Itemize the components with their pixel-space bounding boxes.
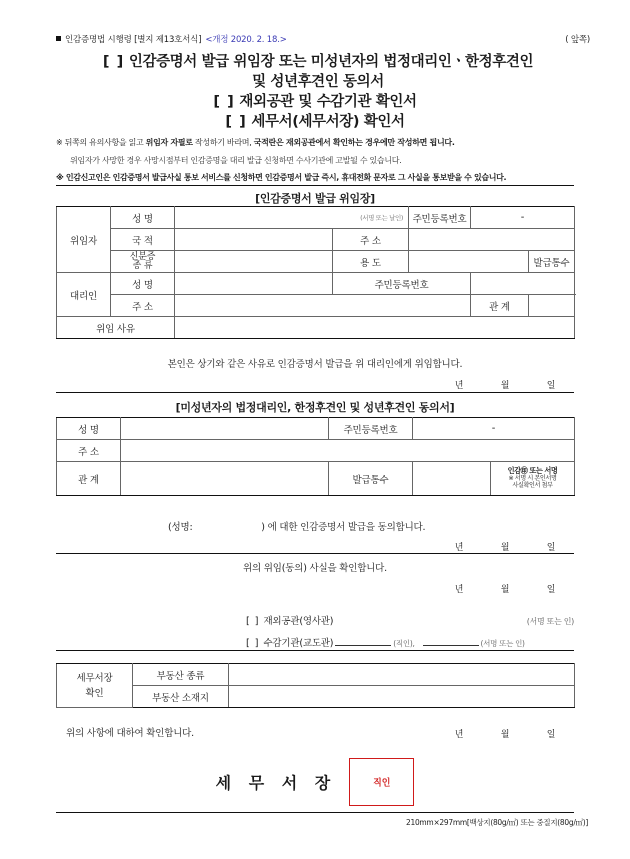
embassy-label: 재외공관(영사관) xyxy=(263,616,334,627)
grantor-name-value[interactable] xyxy=(175,207,409,229)
title-line-3 xyxy=(0,92,630,112)
grantor-idtype-label xyxy=(111,251,175,273)
consent-statement-prefix: (성명: xyxy=(168,522,193,533)
consent-date-line xyxy=(56,540,574,553)
table-row xyxy=(57,686,575,708)
consent-name-value[interactable] xyxy=(121,418,329,440)
delegation-date-month[interactable]: 월 xyxy=(500,381,510,391)
grantor-idtype-value[interactable] xyxy=(175,251,333,273)
delegation-date-day[interactable]: 일 xyxy=(546,381,556,391)
document-header-left xyxy=(56,33,287,45)
title-text-3: 재외공관 및 수감기관 확인서 xyxy=(239,94,417,110)
consent-date-year[interactable]: 년 xyxy=(454,543,464,553)
consent-rrn-value[interactable]: - xyxy=(413,418,575,440)
grantor-idtype-label-line1: 신분증 xyxy=(129,251,156,262)
purpose-label: 용 도 xyxy=(333,251,409,273)
official-seal-label: 직인 xyxy=(373,778,391,789)
tax-office-signature-area xyxy=(0,758,630,806)
tax-office-table xyxy=(56,663,575,708)
property-location-label: 부동산 소재지 xyxy=(133,686,229,708)
agent-rrn-value[interactable] xyxy=(471,273,575,295)
confirmation-date-line xyxy=(56,582,574,595)
notice-1-b: 위임자 자필로 xyxy=(145,138,193,147)
stamp-note-line-1: 인감㊞ 또는 서명 xyxy=(507,466,558,476)
tax-office-date-line xyxy=(56,727,574,740)
consent-rrn-label: 주민등록번호 xyxy=(329,418,413,440)
agent-address-label: 주 소 xyxy=(111,295,175,317)
agent-group-label: 대리인 xyxy=(57,273,111,317)
property-location-value[interactable] xyxy=(229,686,575,708)
prison-officer-blank-1[interactable] xyxy=(335,645,391,646)
stamp-note-line-3: 사실확인서 첨부 xyxy=(512,482,553,490)
agent-name-label: 성 명 xyxy=(111,273,175,295)
tax-office-date-day[interactable]: 일 xyxy=(546,730,556,740)
property-type-value[interactable] xyxy=(229,664,575,686)
grantor-idtype-label-line2: 종 류 xyxy=(132,260,153,271)
notice-line-2: 위임자가 사망한 경우 사망시점부터 인감증명을 대리 발급 신청하면 수사기관에 고발될 수 있습니다. xyxy=(70,156,402,165)
sign-hint-label: (서명 또는 날인) xyxy=(360,214,403,222)
consent-address-value[interactable] xyxy=(121,440,575,462)
grantor-rrn-label: 주민등록번호 xyxy=(409,207,471,229)
tax-office-statement: 위의 사항에 대하여 확인합니다. xyxy=(66,728,194,739)
title-checkbox-3[interactable]: [ ] xyxy=(213,94,235,110)
grantor-address-label: 주 소 xyxy=(333,229,409,251)
tax-office-date-year[interactable]: 년 xyxy=(454,730,464,740)
title-text-2: 및 성년후견인 동의서 xyxy=(252,74,384,90)
grantor-address-value[interactable] xyxy=(409,229,575,251)
table-row xyxy=(57,462,575,496)
form-title-block xyxy=(0,52,630,132)
copies-label: 발급통수 xyxy=(529,251,575,273)
stamp-note-line-2: ※ 서명 시 본인서명 xyxy=(508,474,557,482)
table-row xyxy=(57,273,575,295)
grantor-nationality-value[interactable] xyxy=(175,229,333,251)
confirmation-divider xyxy=(56,650,574,651)
embassy-checkbox[interactable]: [ ] xyxy=(246,616,260,627)
square-bullet-icon xyxy=(56,36,61,41)
tax-office-group-label xyxy=(57,664,133,708)
consent-statement-suffix: ) 에 대한 인감증명서 발급을 동의합니다. xyxy=(261,522,426,533)
grantor-name-label: 성 명 xyxy=(111,207,175,229)
stamp-note xyxy=(491,466,574,491)
section-1-divider xyxy=(56,392,574,393)
notice-line-1 xyxy=(56,137,590,148)
prison-official-seal-hint: (직인), xyxy=(393,639,415,648)
delegation-reason-value[interactable] xyxy=(175,317,575,339)
title-text-4: 세무서(세무서장) 확인서 xyxy=(251,114,405,130)
official-seal-stamp-box[interactable] xyxy=(349,758,414,806)
title-line-4 xyxy=(0,112,630,132)
consent-table xyxy=(56,417,575,496)
consent-name-label: 성 명 xyxy=(57,418,121,440)
grantor-nationality-label: 국 적 xyxy=(111,229,175,251)
prison-officer-blank-2[interactable] xyxy=(423,645,479,646)
prison-sign-hint: (서명 또는 인) xyxy=(480,639,525,648)
revision-note: <개정 2020. 2. 18.> xyxy=(205,35,287,45)
consent-copies-label: 발급통수 xyxy=(329,462,413,496)
tax-office-signature-name: 세 무 서 장 xyxy=(215,773,337,793)
paper-specification: 210mm×297mm[백상지(80g/㎡) 또는 중질지(80g/㎡)] xyxy=(406,818,588,827)
table-row xyxy=(57,295,575,317)
notice-1-c: 작성하기 바라며, xyxy=(192,138,254,147)
consent-relation-label: 관 계 xyxy=(57,462,121,496)
agent-rrn-label: 주민등록번호 xyxy=(333,273,471,295)
notice-1-a: 뒤쪽의 유의사항을 읽고 xyxy=(64,138,146,147)
grantor-group-label: 위임자 xyxy=(57,207,111,273)
table-row xyxy=(57,317,575,339)
embassy-sign-hint: (서명 또는 인) xyxy=(526,617,574,626)
consent-address-label: 주 소 xyxy=(57,440,121,462)
page-side-mark: ( 앞쪽) xyxy=(565,35,590,45)
footer-divider xyxy=(56,812,574,813)
title-line-1 xyxy=(0,52,630,72)
delegation-reason-label: 위임 사유 xyxy=(57,317,175,339)
consent-date-month[interactable]: 월 xyxy=(500,543,510,553)
title-text-1: 인감증명서 발급 위임장 또는 미성년자의 법정대리인ㆍ한정후견인 xyxy=(128,54,534,70)
confirmation-row-prison xyxy=(56,635,574,649)
delegation-table xyxy=(56,206,575,339)
confirmation-date-month[interactable]: 월 xyxy=(500,585,510,595)
tax-office-group-line-1: 세무서장 xyxy=(76,672,113,684)
agent-relation-label: 관 계 xyxy=(471,295,529,317)
consent-stamp-cell[interactable] xyxy=(491,462,575,496)
table-row xyxy=(57,207,575,229)
agent-name-value[interactable] xyxy=(175,273,333,295)
confirmation-date-year[interactable]: 년 xyxy=(454,585,464,595)
confirmation-statement: 위의 위임(동의) 사실을 확인합니다. xyxy=(243,563,387,574)
consent-relation-value[interactable] xyxy=(121,462,329,496)
table-row xyxy=(57,664,575,686)
confirmation-date-day[interactable]: 일 xyxy=(546,585,556,595)
tax-office-date-month[interactable]: 월 xyxy=(500,730,510,740)
delegation-statement: 본인은 상기와 같은 사유로 인감증명서 발급을 위 대리인에게 위임합니다. xyxy=(167,359,463,370)
section-2-divider xyxy=(56,553,574,554)
grantor-rrn-value[interactable]: - xyxy=(471,207,575,229)
notice-mark-icon: ※ xyxy=(56,138,63,147)
property-type-label: 부동산 종류 xyxy=(133,664,229,686)
notice-1-d: 국적란은 재외공관에서 확인하는 경우에만 작성하면 됩니다. xyxy=(253,138,455,147)
title-checkbox-1[interactable]: [ ] xyxy=(102,54,125,70)
tax-office-group-line-2: 확인 xyxy=(85,687,104,699)
consent-copies-value[interactable] xyxy=(413,462,491,496)
delegation-date-year[interactable]: 년 xyxy=(454,381,464,391)
tax-office-group-label-inner xyxy=(60,671,129,701)
prison-checkbox[interactable]: [ ] xyxy=(246,638,260,649)
agent-relation-value[interactable] xyxy=(529,295,575,317)
agent-address-value[interactable] xyxy=(175,295,471,317)
consent-statement xyxy=(168,519,425,533)
section-2-title: [미성년자의 법정대리인, 한정후견인 및 성년후견인 동의서] xyxy=(175,401,455,414)
table-row xyxy=(57,251,575,273)
title-checkbox-4[interactable]: [ ] xyxy=(225,114,247,130)
title-line-2 xyxy=(0,72,630,92)
confirmation-row-embassy xyxy=(56,613,574,627)
prison-label: 수감기관(교도관) xyxy=(263,638,334,649)
delegation-date-line xyxy=(56,378,574,391)
document-header xyxy=(56,33,590,45)
purpose-value[interactable] xyxy=(409,251,529,273)
consent-date-day[interactable]: 일 xyxy=(546,543,556,553)
table-row xyxy=(57,418,575,440)
section-1-title: [인감증명서 발급 위임장] xyxy=(255,192,375,205)
law-reference: 인감증명법 시행령 [별지 제13호서식] xyxy=(65,35,202,45)
table-row xyxy=(57,440,575,462)
notice-line-3: ※ 인감신고인은 인감증명서 발급사실 통보 서비스를 신청하면 인감증명서 발급 즉시, 휴대전화 문자로 그 사실을 통보받을 수 있습니다. xyxy=(56,172,574,186)
table-row xyxy=(57,229,575,251)
